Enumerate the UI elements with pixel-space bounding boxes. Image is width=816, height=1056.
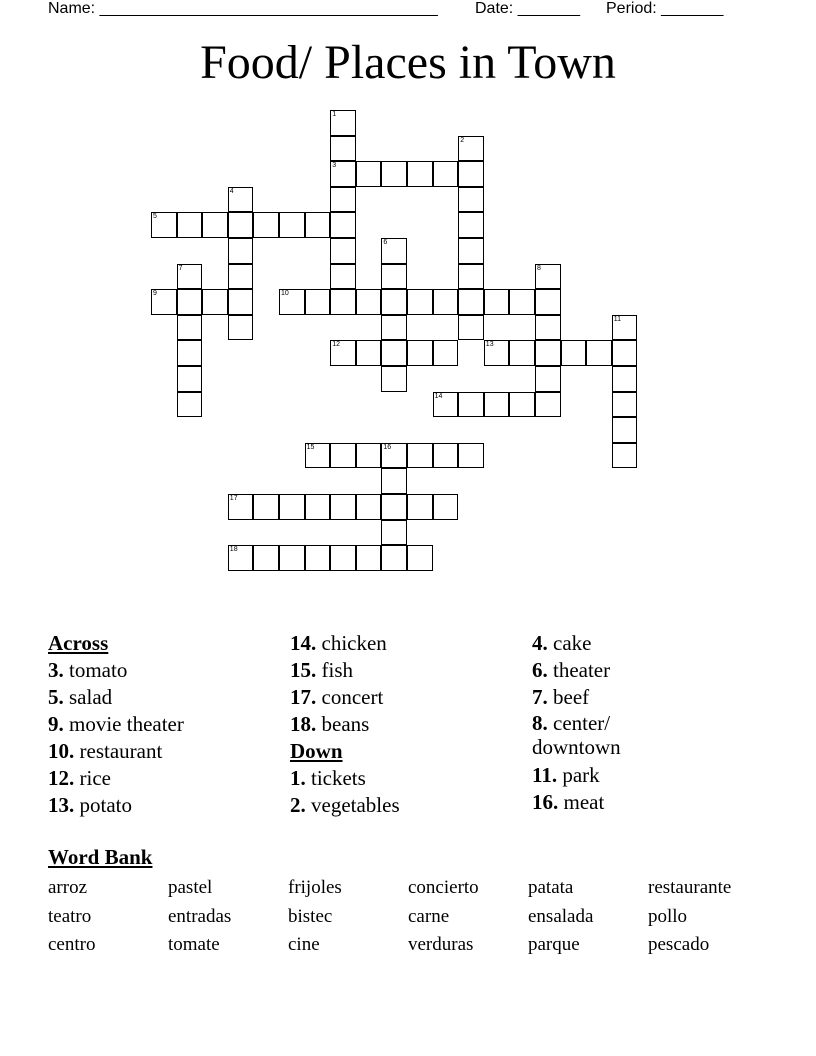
clue-number: 7 — [178, 264, 183, 272]
clue-down-16: 16. meat — [532, 790, 605, 814]
word-bank-item: pescado — [648, 934, 710, 955]
word-bank-item: ensalada — [528, 905, 594, 927]
word-bank-item: concierto — [408, 877, 479, 898]
grid-cell[interactable] — [509, 340, 535, 366]
grid-cell[interactable] — [177, 212, 203, 238]
grid-cell[interactable] — [535, 340, 561, 366]
grid-cell[interactable] — [458, 392, 484, 418]
clue-number: 16 — [383, 443, 392, 451]
grid-cell[interactable] — [356, 443, 382, 469]
grid-cell[interactable] — [381, 161, 407, 187]
word-bank-item: tomate — [168, 934, 220, 955]
clues-column-1 — [48, 630, 184, 819]
grid-cell[interactable] — [228, 212, 254, 238]
clue-across-12: 12. rice — [48, 766, 111, 790]
clue-number: 2 — [460, 136, 465, 144]
grid-cell[interactable] — [612, 417, 638, 443]
grid-cell[interactable] — [407, 494, 433, 520]
grid-cell[interactable] — [586, 340, 612, 366]
grid-cell[interactable] — [458, 264, 484, 290]
grid-cell[interactable] — [305, 545, 331, 571]
grid-cell[interactable] — [151, 212, 177, 238]
grid-cell[interactable] — [253, 545, 279, 571]
clue-number: 14 — [434, 392, 443, 400]
clue-across-14: 14. chicken — [290, 631, 387, 655]
grid-cell[interactable] — [381, 289, 407, 315]
grid-cell[interactable] — [433, 340, 459, 366]
word-bank-item: arroz — [48, 877, 88, 898]
grid-cell[interactable] — [612, 443, 638, 469]
grid-cell[interactable] — [356, 289, 382, 315]
down-heading: Down — [290, 739, 343, 763]
word-bank-item: parque — [528, 934, 580, 955]
grid-cell[interactable] — [228, 187, 254, 213]
grid-cell[interactable] — [535, 289, 561, 315]
grid-cell[interactable] — [612, 366, 638, 392]
grid-cell[interactable] — [177, 340, 203, 366]
grid-cell[interactable] — [330, 187, 356, 213]
grid-cell[interactable] — [330, 494, 356, 520]
word-bank-item: bistec — [288, 905, 333, 927]
grid-cell[interactable] — [407, 545, 433, 571]
grid-cell[interactable] — [177, 289, 203, 315]
grid-cell[interactable] — [458, 161, 484, 187]
clue-number: 11 — [613, 315, 622, 323]
clue-down-8: 8. center/ downtown — [532, 711, 621, 759]
grid-cell[interactable] — [228, 238, 254, 264]
grid-cell[interactable] — [535, 366, 561, 392]
grid-cell[interactable] — [381, 315, 407, 341]
clue-number: 12 — [332, 341, 340, 349]
word-bank-item: carne — [408, 905, 450, 927]
clue-down-2: 2. vegetables — [290, 793, 400, 817]
grid-cell[interactable] — [381, 340, 407, 366]
clue-number: 1 — [332, 111, 337, 118]
clue-down-1: 1. tickets — [290, 766, 366, 790]
clue-number: 3 — [332, 162, 337, 170]
grid-cell[interactable] — [458, 212, 484, 238]
clue-number: 15 — [306, 443, 315, 451]
clue-across-15: 15. fish — [290, 658, 353, 682]
grid-cell[interactable] — [305, 443, 331, 469]
grid-cell[interactable] — [279, 212, 305, 238]
grid-cell[interactable] — [484, 289, 510, 315]
grid-cell[interactable] — [330, 110, 356, 136]
grid-cell[interactable] — [228, 494, 254, 520]
grid-cell[interactable] — [612, 392, 638, 418]
grid-cell[interactable] — [305, 289, 331, 315]
word-bank-item: cine — [288, 934, 320, 955]
word-bank-item: pollo — [648, 905, 688, 927]
grid-cell[interactable] — [509, 392, 535, 418]
grid-cell[interactable] — [458, 315, 484, 341]
grid-cell[interactable] — [253, 494, 279, 520]
grid-cell[interactable] — [330, 289, 356, 315]
clue-number: 17 — [229, 495, 238, 502]
grid-cell[interactable] — [381, 545, 407, 571]
grid-cell[interactable] — [177, 392, 203, 418]
clues-column-3 — [532, 630, 652, 816]
clue-across-13: 13. potato — [48, 793, 132, 817]
clue-number: 13 — [485, 341, 494, 349]
grid-cell[interactable] — [433, 392, 459, 418]
clue-number: 9 — [153, 290, 157, 298]
grid-cell[interactable] — [330, 212, 356, 238]
clue-number: 6 — [383, 239, 388, 246]
clue-across-10: 10. restaurant — [48, 739, 163, 763]
grid-cell[interactable] — [535, 315, 561, 341]
page-title: Food/ Places in Town — [200, 36, 616, 89]
grid-cell[interactable] — [202, 212, 228, 238]
grid-cell[interactable] — [381, 468, 407, 494]
grid-cell[interactable] — [535, 264, 561, 290]
grid-cell[interactable] — [228, 264, 254, 290]
grid-cell[interactable] — [330, 136, 356, 162]
grid-cell[interactable] — [458, 289, 484, 315]
word-bank-item: frijoles — [288, 877, 342, 898]
grid-cell[interactable] — [177, 366, 203, 392]
word-bank-item: restaurante — [648, 877, 732, 898]
clue-across-18: 18. beans — [290, 712, 370, 736]
grid-cell[interactable] — [407, 161, 433, 187]
grid-cell[interactable] — [381, 494, 407, 520]
grid-cell[interactable] — [535, 392, 561, 418]
grid-cell[interactable] — [305, 212, 331, 238]
period-field-label: Period: _______ — [606, 0, 724, 17]
grid-cell[interactable] — [330, 340, 356, 366]
grid-cell[interactable] — [381, 238, 407, 264]
grid-cell[interactable] — [202, 289, 228, 315]
clue-down-4: 4. cake — [532, 631, 592, 655]
grid-cell[interactable] — [381, 443, 407, 469]
clue-across-5: 5. salad — [48, 685, 113, 709]
grid-cell[interactable] — [253, 212, 279, 238]
grid-cell[interactable] — [279, 545, 305, 571]
across-heading: Across — [48, 631, 109, 655]
grid-cell[interactable] — [330, 238, 356, 264]
clue-number: 4 — [229, 187, 234, 195]
grid-cell[interactable] — [612, 315, 638, 341]
grid-cell[interactable] — [356, 161, 382, 187]
word-bank-title: Word Bank — [48, 845, 153, 869]
grid-cell[interactable] — [458, 136, 484, 162]
grid-cell[interactable] — [509, 289, 535, 315]
clue-number: 5 — [153, 213, 157, 221]
grid-cell[interactable] — [433, 443, 459, 469]
clue-down-6: 6. theater — [532, 658, 611, 682]
grid-cell[interactable] — [433, 289, 459, 315]
grid-cell[interactable] — [330, 443, 356, 469]
word-bank-item: teatro — [48, 905, 92, 927]
clue-across-9: 9. movie theater — [48, 712, 184, 736]
grid-cell[interactable] — [433, 161, 459, 187]
grid-cell[interactable] — [381, 264, 407, 290]
grid-cell[interactable] — [177, 264, 203, 290]
grid-cell[interactable] — [330, 161, 356, 187]
grid-cell[interactable] — [177, 315, 203, 341]
clue-down-7: 7. beef — [532, 685, 590, 709]
clue-across-17: 17. concert — [290, 685, 384, 709]
word-bank-item: patata — [528, 877, 574, 898]
grid-cell[interactable] — [458, 238, 484, 264]
clue-across-3: 3. tomato — [48, 658, 128, 682]
grid-cell[interactable] — [279, 289, 305, 315]
grid-cell[interactable] — [381, 366, 407, 392]
grid-cell[interactable] — [407, 289, 433, 315]
grid-cell[interactable] — [458, 443, 484, 469]
grid-cell[interactable] — [407, 340, 433, 366]
name-field-label: Name: ______________________________________ — [48, 0, 438, 17]
grid-cell[interactable] — [228, 545, 254, 571]
grid-cell[interactable] — [484, 392, 510, 418]
grid-cell[interactable] — [356, 494, 382, 520]
clue-down-11: 11. park — [532, 763, 600, 787]
grid-cell[interactable] — [228, 289, 254, 315]
grid-cell[interactable] — [151, 289, 177, 315]
word-bank-item: verduras — [408, 934, 474, 955]
clue-number: 18 — [229, 546, 238, 554]
word-bank-item: pastel — [168, 877, 213, 898]
word-bank-item: entradas — [168, 905, 232, 927]
grid-cell[interactable] — [330, 264, 356, 290]
clues-column-2 — [290, 630, 400, 819]
date-field-label: Date: _______ — [475, 0, 580, 17]
clue-number: 10 — [281, 290, 289, 298]
grid-cell[interactable] — [561, 340, 587, 366]
grid-cell[interactable] — [279, 494, 305, 520]
grid-cell[interactable] — [305, 494, 331, 520]
word-bank-item: centro — [48, 934, 96, 955]
grid-cell[interactable] — [612, 340, 638, 366]
grid-cell[interactable] — [458, 187, 484, 213]
clue-number: 8 — [537, 264, 541, 272]
grid-cell[interactable] — [433, 494, 459, 520]
grid-cell[interactable] — [381, 520, 407, 546]
grid-cell[interactable] — [330, 545, 356, 571]
grid-cell[interactable] — [228, 315, 254, 341]
grid-cell[interactable] — [484, 340, 510, 366]
grid-cell[interactable] — [356, 340, 382, 366]
grid-cell[interactable] — [356, 545, 382, 571]
grid-cell[interactable] — [407, 443, 433, 469]
